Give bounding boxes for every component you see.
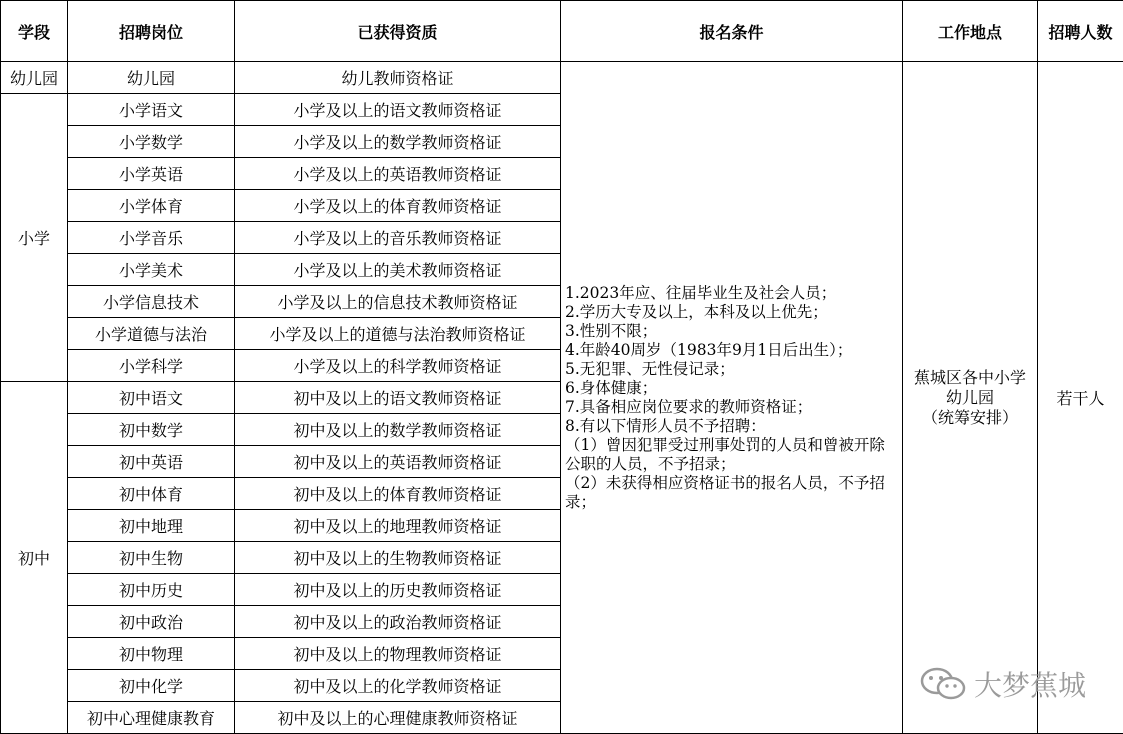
qualification-cell: 小学及以上的美术教师资格证	[235, 254, 561, 286]
wechat-icon	[920, 667, 966, 701]
condition-line: 1.2023年应、往届毕业生及社会人员；	[565, 284, 898, 303]
header-row	[1, 1, 1123, 62]
position-cell: 初中体育	[68, 478, 235, 510]
position-cell: 初中历史	[68, 574, 235, 606]
header-conditions: 报名条件	[561, 1, 903, 62]
watermark	[920, 664, 1086, 704]
header-stage: 学段	[1, 1, 68, 62]
qualification-cell: 小学及以上的体育教师资格证	[235, 190, 561, 222]
position-cell: 初中政治	[68, 606, 235, 638]
stage-primary: 小学	[1, 94, 68, 382]
location-cell	[903, 62, 1038, 734]
position-cell: 小学英语	[68, 158, 235, 190]
header-qualification: 已获得资质	[235, 1, 561, 62]
qualification-cell: 初中及以上的地理教师资格证	[235, 510, 561, 542]
condition-line: 7.具备相应岗位要求的教师资格证；	[565, 398, 898, 417]
qualification-cell: 小学及以上的信息技术教师资格证	[235, 286, 561, 318]
qualification-cell: 小学及以上的英语教师资格证	[235, 158, 561, 190]
qualification-cell: 小学及以上的数学教师资格证	[235, 126, 561, 158]
location-line: 幼儿园	[903, 388, 1037, 408]
location-line: （统筹安排）	[903, 408, 1037, 428]
header-position: 招聘岗位	[68, 1, 235, 62]
qualification-cell: 初中及以上的体育教师资格证	[235, 478, 561, 510]
position-cell: 小学美术	[68, 254, 235, 286]
position-cell: 小学数学	[68, 126, 235, 158]
qualification-cell: 初中及以上的化学教师资格证	[235, 670, 561, 702]
count-cell: 若干人	[1038, 62, 1123, 734]
position-cell: 初中地理	[68, 510, 235, 542]
condition-line: 2.学历大专及以上，本科及以上优先；	[565, 303, 898, 322]
table-row	[1, 62, 1123, 94]
position-cell: 初中语文	[68, 382, 235, 414]
qualification-cell: 小学及以上的语文教师资格证	[235, 94, 561, 126]
qualification-cell: 初中及以上的生物教师资格证	[235, 542, 561, 574]
position-cell: 小学音乐	[68, 222, 235, 254]
conditions-cell	[561, 62, 903, 734]
header-count: 招聘人数	[1038, 1, 1123, 62]
qualification-cell: 初中及以上的物理教师资格证	[235, 638, 561, 670]
qualification-cell: 小学及以上的科学教师资格证	[235, 350, 561, 382]
stage-kindergarten: 幼儿园	[1, 62, 68, 94]
qualification-cell: 幼儿教师资格证	[235, 62, 561, 94]
position-cell: 初中化学	[68, 670, 235, 702]
position-cell: 小学科学	[68, 350, 235, 382]
qualification-cell: 初中及以上的英语教师资格证	[235, 446, 561, 478]
condition-line: 5.无犯罪、无性侵记录；	[565, 360, 898, 379]
location-line: 蕉城区各中小学	[903, 368, 1037, 388]
position-cell: 初中生物	[68, 542, 235, 574]
qualification-cell: 初中及以上的心理健康教师资格证	[235, 702, 561, 734]
qualification-cell: 初中及以上的政治教师资格证	[235, 606, 561, 638]
header-location: 工作地点	[903, 1, 1038, 62]
qualification-cell: 初中及以上的语文教师资格证	[235, 382, 561, 414]
position-cell: 小学语文	[68, 94, 235, 126]
position-cell: 初中心理健康教育	[68, 702, 235, 734]
condition-line: 4.年龄40周岁（1983年9月1日后出生）；	[565, 341, 898, 360]
qualification-cell: 小学及以上的道德与法治教师资格证	[235, 318, 561, 350]
position-cell: 小学信息技术	[68, 286, 235, 318]
condition-line: （1）曾因犯罪受过刑事处罚的人员和曾被开除公职的人员，不予招录；	[565, 436, 898, 474]
position-cell: 初中物理	[68, 638, 235, 670]
condition-line: （2）未获得相应资格证书的报名人员，不予招录；	[565, 474, 898, 512]
position-cell: 初中数学	[68, 414, 235, 446]
position-cell: 小学道德与法治	[68, 318, 235, 350]
qualification-cell: 初中及以上的数学教师资格证	[235, 414, 561, 446]
qualification-cell: 小学及以上的音乐教师资格证	[235, 222, 561, 254]
position-cell: 幼儿园	[68, 62, 235, 94]
watermark-text: 大梦蕉城	[974, 664, 1086, 704]
position-cell: 初中英语	[68, 446, 235, 478]
condition-line: 3.性别不限；	[565, 322, 898, 341]
position-cell: 小学体育	[68, 190, 235, 222]
condition-line: 8.有以下情形人员不予招聘：	[565, 417, 898, 436]
qualification-cell: 初中及以上的历史教师资格证	[235, 574, 561, 606]
stage-middle: 初中	[1, 382, 68, 734]
condition-line: 6.身体健康；	[565, 379, 898, 398]
